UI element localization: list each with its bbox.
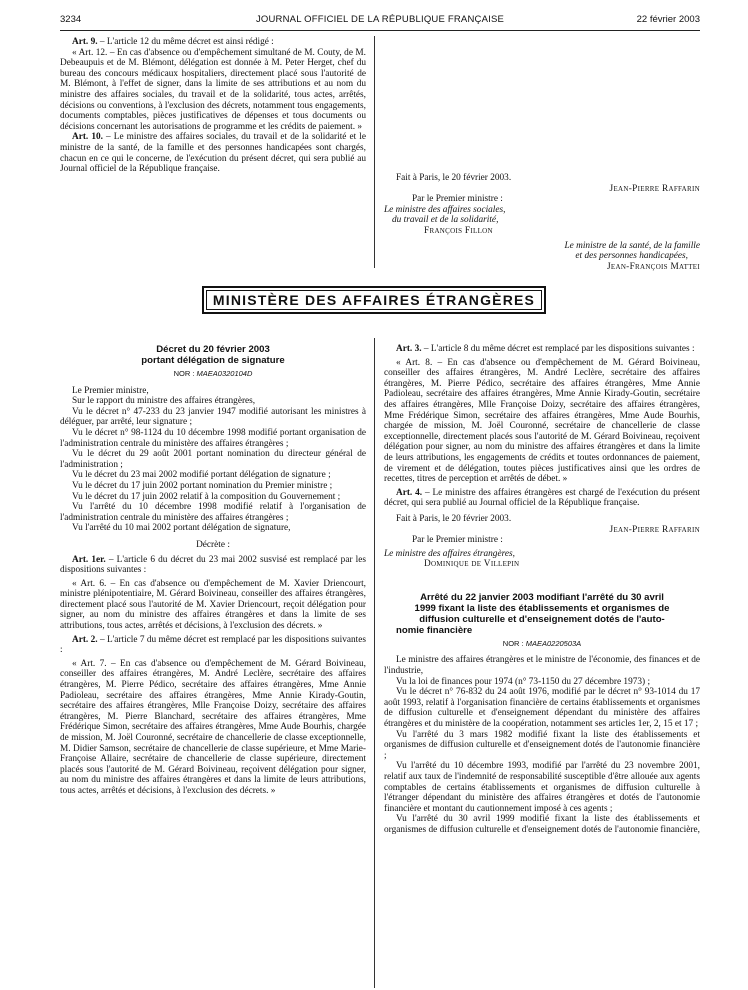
- decree-visa: Vu l'arrêté du 10 mai 2002 portant délégation de signature,: [72, 523, 291, 534]
- column-divider-bottom: [374, 338, 375, 988]
- ministry-banner: MINISTÈRE DES AFFAIRES ÉTRANGÈRES: [202, 286, 546, 314]
- decree-place-date: Fait à Paris, le 20 février 2003.: [396, 513, 512, 524]
- art9: [60, 37, 366, 48]
- arrete-para: Vu l'arrêté du 3 mars 1982 modifié fixant la liste des établissements et organismes de diffusion culturelle et d'enseignement dotés de l'autonomie financière ;: [384, 729, 700, 761]
- art10-text: – Le ministre des affaires sociales, du travail et de la solidarité et le ministre de la santé, de la famille et des personnes handicapées sont chargés, chacun en ce qui le concerne, de l'exécution du présent décret, qui sera publié au Journal officiel de la République française.: [60, 132, 366, 175]
- top-signatures: [384, 170, 700, 272]
- running-header: [60, 14, 700, 28]
- decree-art7-quote: « Art. 7. – En cas d'absence ou d'empêchement de M. Gérard Boivineau, conseiller des affaires étrangères, M. André Leclère, secrétaire des affaires étrangères, M. Pierre Pédico, secrétaire des affaires étrangères, Mme Annie Padioleau, secrétaire des affaires étrangères, Mme Annie Kirady-Goutin, secrétaire des affaires étrangères, Mlle Françoise Doizy, secrétaire des affaires étrangères, M. Pierre Blanchard, secrétaire des affaires étrangères, Mme Frédérique Simon, secrétaire des affaires étrangères, Mme Aude Bourhis, chargée de mission, M. Joël Couronné, secrétaire de chancellerie de classe exceptionnelle, M. Didier Samson, secrétaire de chancellerie de classe supérieure, et Mme Marie-Françoise Allaire, secrétaire de chancellerie de classe supérieure, directement placés sous l'autorité de M. Gérard Boivineau, reçoivent délégation pour signer, au nom du ministre des affaires étrangères et dans la limite de leurs attributions, tous actes, arrêtés et décisions, à l'exclusion des décrets. »: [60, 658, 366, 796]
- arrete-title-line-1: Arrêté du 22 janvier 2003 modifiant l'arrêté du 30 avril: [420, 591, 664, 603]
- arrete-para: Le ministre des affaires étrangères et le ministre de l'économie, des finances et de l'industrie,: [384, 655, 700, 677]
- top-left-column: [60, 37, 366, 175]
- decree-nor: [60, 369, 366, 380]
- decree-visa: Vu l'arrêté du 10 décembre 1998 modifié relatif à l'organisation de l'administration centrale du ministère des affaires étrangères ;: [60, 502, 366, 523]
- decree-art1: [60, 555, 366, 576]
- decree-visa: Vu le décret du 29 août 2001 portant nomination du directeur général de l'administration ;: [60, 449, 366, 470]
- decree-visa: Vu le décret du 17 juin 2002 relatif à la composition du Gouvernement ;: [72, 491, 341, 502]
- arrete-para: Vu l'arrêté du 30 avril 1999 modifié fixant la liste des établissements et organismes de diffusion culturelle et d'enseignement dotés de l'autonomie financière,: [384, 814, 700, 835]
- decree-art3-head: Art. 3.: [396, 344, 422, 354]
- decree-visa: Vu le décret n° 47-233 du 23 janvier 1947 modifié autorisant les ministres à déléguer, par arrêté, leur signature ;: [60, 406, 366, 428]
- decree-title-line-1: Décret du 20 février 2003: [156, 344, 270, 355]
- decree-visa: Vu le décret du 17 juin 2002 portant nomination du Premier ministre ;: [72, 480, 333, 491]
- decree-visa: Vu le décret n° 98-1124 du 10 décembre 1998 modifié portant organisation de l'administration centrale du ministère des affaires étrangères ;: [60, 427, 366, 449]
- arrete-title-line-2: 1999 fixant la liste des établissements et organismes de: [414, 602, 670, 614]
- decree-visa: Sur le rapport du ministre des affaires étrangères,: [72, 396, 256, 407]
- decree-art4: [384, 488, 700, 509]
- decree-art4-head: Art. 4.: [396, 487, 423, 498]
- decree-intro: Le Premier ministre,: [72, 385, 149, 396]
- decree-art6-quote: « Art. 6. – En cas d'absence ou d'empêchement de M. Xavier Driencourt, ministre plénipotentiaire, M. Gérard Boivineau, conseiller des affaires étrangères, directement placé sous l'autorité de M. Xavier Driencourt, reçoit délégation pour signer, au nom du ministre des affaires étrangères et dans la limite de ses attributions, tous actes, arrêtés et décisions, à l'exclusion des décrets. »: [60, 578, 366, 632]
- column-divider-top: [374, 36, 375, 268]
- decree-signer-1: Jean-Pierre Raffarin: [609, 524, 700, 535]
- decree-right-column: [384, 344, 700, 836]
- arrete-title: [384, 592, 700, 636]
- decree-title-line-2: portant délégation de signature: [141, 355, 285, 366]
- art10: [60, 132, 366, 174]
- decree-signer-2: Dominique de Villepin: [424, 559, 520, 570]
- top-by-pm: Par le Premier ministre :: [412, 194, 503, 205]
- art9-intro: – L'article 12 du même décret est ainsi rédigé :: [97, 37, 274, 47]
- decree-decrete: Décrète :: [196, 539, 230, 550]
- art12-quote: « Art. 12. – En cas d'absence ou d'empêchement simultané de M. Couty, de M. Debeaupuis et de M. Blémont, délégation est donnée à M. Peter Herget, chef du bureau des concours médicaux hospitaliers, directement placé sous l'autorité de M. Blémont, à l'effet de signer, dans la limite de ses attributions et au nom du ministre des affaires sociales, du travail et de la solidarité, tous actes, arrêtés, décisions ou conventions, à l'exclusion des décrets, notamment tous engagements, documents comptables, pièces justificatives de dépenses et tous documents ou décisions concernant les autorisations de programme et les crédits de paiement. »: [60, 47, 366, 132]
- journal-title: JOURNAL OFFICIEL DE LA RÉPUBLIQUE FRANÇAISE: [255, 14, 505, 25]
- decree-by-pm: Par le Premier ministre :: [412, 535, 503, 546]
- decree-nor-code: MAEA0320104D: [196, 369, 253, 378]
- top-minister-social-2: du travail et de la solidarité,: [392, 215, 499, 226]
- arrete-para: Vu la loi de finances pour 1974 (n° 73-1150 du 27 décembre 1973) ;: [396, 676, 651, 687]
- arrete-title-line-4: nomie financière: [396, 624, 473, 636]
- decree-art3: [384, 344, 700, 355]
- decree-title: [60, 344, 366, 366]
- decree-art2-text: – L'article 7 du même décret est remplacé par les dispositions suivantes :: [60, 634, 366, 656]
- issue-date: 22 février 2003: [636, 14, 700, 25]
- decree-art2-head: Art. 2.: [72, 634, 98, 645]
- top-signer-1: Jean-Pierre Raffarin: [609, 183, 700, 194]
- arrete-nor: [384, 639, 700, 650]
- arrete-nor-code: MAEA0220503A: [525, 638, 582, 648]
- decree-art1-head: Art. 1er.: [72, 554, 106, 565]
- top-place-date: Fait à Paris, le 20 février 2003.: [396, 173, 512, 183]
- decree-minister: Le ministre des affaires étrangères,: [384, 548, 515, 559]
- decree-left-column: [60, 344, 366, 797]
- art9-head: Art. 9.: [72, 37, 98, 47]
- arrete-nor-label: NOR :: [502, 638, 526, 648]
- top-signer-3: Jean-François Mattei: [606, 261, 700, 272]
- header-rule: [60, 30, 700, 31]
- art10-head: Art. 10.: [72, 132, 103, 143]
- top-minister-sante-2: et des personnes handicapées,: [575, 251, 688, 262]
- page-number: 3234: [60, 14, 82, 25]
- top-minister-social-1: Le ministre des affaires sociales,: [384, 204, 506, 215]
- decree-art4-text: – Le ministre des affaires étrangères est chargé de l'exécution du présent décret, qui sera publié au Journal officiel de la République française.: [384, 487, 700, 509]
- arrete-para: Vu le décret n° 76-832 du 24 août 1976, modifié par le décret n° 93-1014 du 17 août 1993, relatif à l'organisation financière de certains établissements et organismes de diffusion culturelle et d'enseignement dépendant du ministère des affaires étrangères et du ministère de la coopération, notamment ses articles 1er, 2, 15 et 17 ;: [384, 687, 700, 730]
- decree-art2: [60, 635, 366, 656]
- decree-nor-label: NOR :: [173, 369, 197, 378]
- arrete-block: [384, 592, 700, 836]
- decree-art1-text: – L'article 6 du décret du 23 mai 2002 susvisé est remplacé par les dispositions suivantes :: [60, 554, 366, 576]
- decree-visa: Vu le décret du 23 mai 2002 modifié portant délégation de signature ;: [72, 470, 331, 481]
- top-signer-2: François Fillon: [424, 225, 493, 236]
- decree-art8-quote: « Art. 8. – En cas d'absence ou d'empêchement de M. Gérard Boivineau, conseiller des affaires étrangères, M. André Leclère, secrétaire des affaires étrangères, M. Pierre Pédico, secrétaire des affaires étrangères, Mme Annie Padioleau, secrétaire des affaires étrangères, Mme Annie Kirady-Goutin, secrétaire des affaires étrangères, Mlle Françoise Doizy, secrétaire des affaires étrangères, Mme Frédérique Simon, secrétaire des affaires étrangères, Mme Aude Bourhis, chargée de mission, M. Joël Couronné, secrétaire de chancellerie de classe exceptionnelle, directement placés sous l'autorité de M. Gérard Boivineau, reçoivent délégation pour signer, au nom du ministre des affaires étrangères et dans la limite de leurs attributions, les engagements de crédits et toutes ordonnances de paiement, de virement et de délégation, toutes pièces justificatives ainsi que les ordres de recettes, titres de perception et arrêtés de débet. »: [384, 357, 700, 485]
- arrete-para: Vu l'arrêté du 10 décembre 1993, modifié par l'arrêté du 23 novembre 2001, relatif aux taux de l'indemnité de responsabilité susceptible d'être allouée aux agents comptables de certains établissements et organismes de diffusion culturelle à l'étranger dépendant du ministère des affaires étrangères et dotés de l'autonomie financière et montant du cautionnement imposé à ces agents ;: [384, 761, 700, 814]
- decree-art3-text: – L'article 8 du même décret est remplacé par les dispositions suivantes :: [421, 344, 695, 354]
- decree-signatures: [384, 514, 700, 570]
- arrete-title-line-3: diffusion culturelle et d'enseignement dotés de l'auto-: [419, 613, 665, 625]
- top-minister-sante-1: Le ministre de la santé, de la famille: [564, 240, 700, 251]
